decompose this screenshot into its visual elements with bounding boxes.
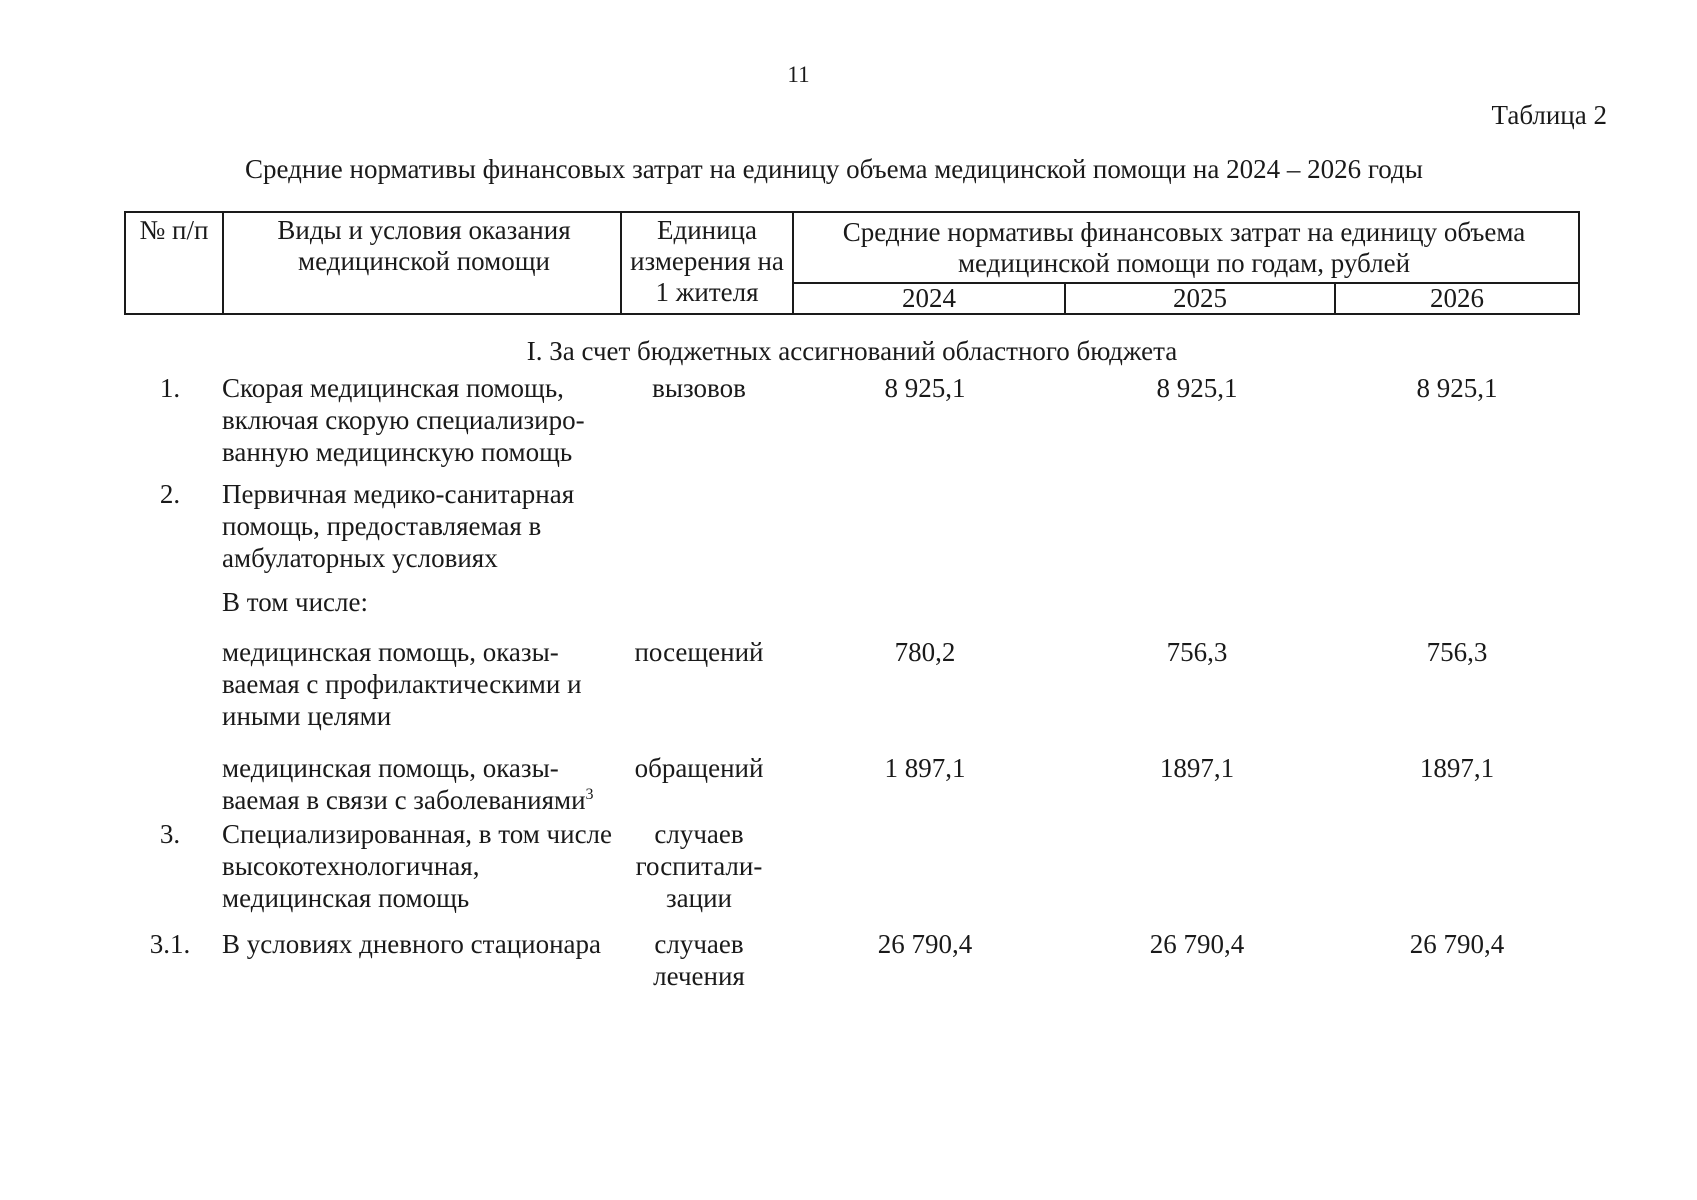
section-heading: I. За счет бюджетных ассигнований областного бюджета [526, 336, 1178, 366]
row-name: Первичная медико-санитарная помощь, предоставляемая в амбулаторных условиях [222, 479, 575, 573]
document-title: Средние нормативы финансовых затрат на единицу объема медицинской помощи на 2024 – 2026 годы [245, 154, 1423, 184]
header-col-norms: Средние нормативы финансовых затрат на единицу объема медицинской помощи по годам, рублей [842, 217, 1526, 278]
value-2025: 756,3 [1166, 637, 1228, 667]
value-2026: 1897,1 [1419, 753, 1495, 783]
value-2026: 26 790,4 [1409, 929, 1505, 959]
header-year-2025: 2025 [1173, 283, 1227, 313]
row-number: 3.1. [149, 929, 191, 959]
row-unit: случаев госпитали-зации [635, 819, 763, 913]
header-col-unit: Единица измерения на 1 жителя [630, 215, 784, 307]
row-name: медицинская помощь, оказы-ваемая с профилактическими и иными целями [222, 637, 582, 731]
header-divider [222, 211, 224, 315]
row-unit: вызовов [652, 373, 746, 403]
header-col-num: № п/п [139, 215, 209, 245]
value-2024: 26 790,4 [877, 929, 973, 959]
value-2025: 1897,1 [1159, 753, 1235, 783]
value-2024: 1 897,1 [884, 753, 966, 783]
row-name: Специализированная, в том числе высокотехнологичная, медицинская помощь [222, 819, 613, 913]
row-number: 3. [159, 819, 181, 849]
value-2024: 780,2 [894, 637, 956, 667]
table-label: Таблица 2 [1491, 100, 1607, 130]
header-year-2026: 2026 [1430, 283, 1484, 313]
row-name: В том числе: [222, 587, 368, 617]
row-number: 1. [159, 373, 181, 403]
row-unit: обращений [634, 753, 764, 783]
row-name: Скорая медицинская помощь, включая скорую специализиро-ванную медицинскую помощь [222, 373, 585, 467]
row-name-text: медицинская помощь, оказы-ваемая в связи с заболеваниями [222, 753, 586, 815]
value-2024: 8 925,1 [884, 373, 966, 403]
header-col-type: Виды и условия оказания медицинской помощи [277, 215, 571, 276]
table-header [124, 211, 1580, 315]
row-name [222, 752, 622, 816]
row-number: 2. [159, 479, 181, 509]
value-2026: 756,3 [1426, 637, 1488, 667]
row-unit: случаев лечения [653, 929, 745, 991]
row-unit: посещений [634, 637, 764, 667]
footnote-ref: 3 [585, 786, 594, 803]
value-2026: 8 925,1 [1416, 373, 1498, 403]
page-number: 11 [787, 62, 810, 87]
row-name: В условиях дневного стационара [222, 929, 602, 959]
value-2025: 26 790,4 [1149, 929, 1245, 959]
value-2025: 8 925,1 [1156, 373, 1238, 403]
header-year-2024: 2024 [902, 283, 956, 313]
